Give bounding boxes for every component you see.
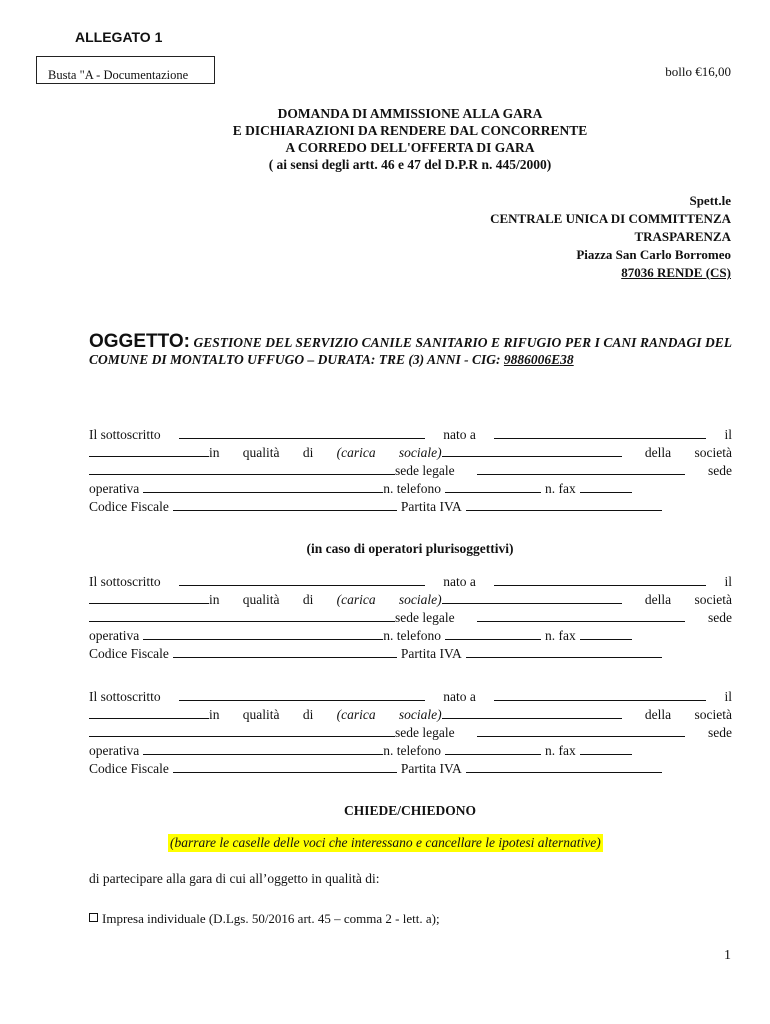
telefono-field[interactable] [445, 480, 541, 493]
oggetto-paragraph [89, 333, 732, 368]
title-line-3: A CORREDO DELL'OFFERTA DI GARA [285, 140, 535, 155]
name-field[interactable] [179, 688, 425, 701]
oggetto-cig: 9886006E38 [503, 352, 574, 367]
fax-field[interactable] [580, 480, 632, 493]
della-label: della [644, 707, 672, 722]
recipient-address [490, 192, 731, 282]
telefono-field[interactable] [445, 627, 541, 640]
checkbox-icon[interactable] [89, 913, 98, 922]
role-field[interactable] [442, 444, 622, 457]
option-impresa-individuale[interactable] [89, 911, 440, 927]
in-label: in [209, 592, 220, 607]
role-field[interactable] [442, 706, 622, 719]
telefono-label: n. telefono [383, 481, 441, 496]
title-line-1: DOMANDA DI AMMISSIONE ALLA GARA [277, 106, 543, 121]
della-label: della [644, 592, 672, 607]
partita-iva-field[interactable] [466, 498, 662, 511]
busta-label: Busta "A - Documentazione [48, 68, 189, 82]
qualita-label: qualità [242, 445, 280, 460]
name-field[interactable] [179, 573, 425, 586]
fax-field[interactable] [580, 742, 632, 755]
partecipare-text: di partecipare alla gara di cui all’oggetto in qualità di: [89, 871, 380, 886]
sottoscritto-label: Il sottoscritto [89, 574, 161, 589]
fax-label: n. fax [544, 743, 576, 758]
role-field[interactable] [442, 591, 622, 604]
qualita-label: qualità [242, 592, 280, 607]
birthplace-field[interactable] [494, 688, 706, 701]
in-label: in [209, 445, 220, 460]
option-impresa-label: Impresa individuale (D.Lgs. 50/2016 art. 45 – comma 2 - lett. a); [102, 911, 440, 926]
birthplace-field[interactable] [494, 426, 706, 439]
birthdate-field[interactable] [89, 591, 209, 604]
title-line-2: E DICHIARAZIONI DA RENDERE DAL CONCORRENTE [232, 123, 588, 138]
carica-label: (carica [336, 592, 376, 607]
document-title [0, 105, 770, 173]
recipient-line-1: Spett.le [689, 193, 731, 208]
societa-label: società [694, 592, 732, 607]
codice-fiscale-field[interactable] [173, 498, 397, 511]
partita-iva-field[interactable] [466, 645, 662, 658]
societa-label: società [694, 707, 732, 722]
company-field[interactable] [89, 462, 395, 475]
qualita-label: qualità [242, 707, 280, 722]
fax-label: n. fax [544, 481, 576, 496]
birthplace-field[interactable] [494, 573, 706, 586]
recipient-line-2: CENTRALE UNICA DI COMMITTENZA [490, 211, 731, 226]
nato-label: nato a [443, 427, 476, 442]
recipient-line-5: 87036 RENDE (CS) [621, 265, 731, 280]
title-line-4: ( ai sensi degli artt. 46 e 47 del D.P.R n. 445/2000) [268, 157, 552, 172]
name-field[interactable] [179, 426, 425, 439]
il-label: il [724, 427, 732, 442]
form-block-2 [89, 573, 732, 663]
plurisoggettivi-heading: (in caso di operatori plurisoggettivi) [306, 541, 514, 556]
sottoscritto-label: Il sottoscritto [89, 427, 161, 442]
codice-fiscale-label: Codice Fiscale [89, 499, 169, 514]
di-label: di [302, 445, 314, 460]
telefono-label: n. telefono [383, 743, 441, 758]
sede-operativa-field[interactable] [143, 627, 383, 640]
operativa-label: operativa [89, 743, 140, 758]
partita-iva-label: Partita IVA [400, 499, 462, 514]
sede-label: sede [708, 725, 732, 740]
sociale-label: sociale) [398, 592, 442, 607]
sede-label: sede [708, 463, 732, 478]
societa-label: società [694, 445, 732, 460]
sociale-label: sociale) [398, 445, 442, 460]
page-number: 1 [724, 948, 731, 963]
sede-label: sede [708, 610, 732, 625]
oggetto-label: OGGETTO: [89, 331, 190, 352]
sede-legale-field[interactable] [477, 724, 685, 737]
sede-operativa-field[interactable] [143, 480, 383, 493]
sede-legale-label: sede legale [395, 725, 455, 740]
chiede-heading: CHIEDE/CHIEDONO [343, 803, 477, 818]
carica-label: (carica [336, 707, 376, 722]
sede-legale-label: sede legale [395, 610, 455, 625]
operativa-label: operativa [89, 628, 140, 643]
codice-fiscale-field[interactable] [173, 645, 397, 658]
allegato-label: ALLEGATO 1 [75, 29, 163, 45]
nato-label: nato a [443, 689, 476, 704]
sociale-label: sociale) [398, 707, 442, 722]
carica-label: (carica [336, 445, 376, 460]
sede-legale-field[interactable] [477, 462, 685, 475]
codice-fiscale-field[interactable] [173, 760, 397, 773]
birthdate-field[interactable] [89, 444, 209, 457]
company-field[interactable] [89, 724, 395, 737]
di-label: di [302, 592, 314, 607]
instruction-highlight: (barrare le caselle delle voci che interessano e cancellare le ipotesi alternative) [170, 835, 601, 850]
fax-field[interactable] [580, 627, 632, 640]
sede-legale-field[interactable] [477, 609, 685, 622]
il-label: il [724, 689, 732, 704]
nato-label: nato a [443, 574, 476, 589]
fax-label: n. fax [544, 628, 576, 643]
il-label: il [724, 574, 732, 589]
in-label: in [209, 707, 220, 722]
form-block-3 [89, 688, 732, 778]
partita-iva-label: Partita IVA [400, 761, 462, 776]
telefono-field[interactable] [445, 742, 541, 755]
codice-fiscale-label: Codice Fiscale [89, 646, 169, 661]
form-block-1 [89, 426, 732, 516]
operativa-label: operativa [89, 481, 140, 496]
recipient-line-3: TRASPARENZA [634, 229, 731, 244]
partita-iva-label: Partita IVA [400, 646, 462, 661]
della-label: della [644, 445, 672, 460]
company-field[interactable] [89, 609, 395, 622]
sede-operativa-field[interactable] [143, 742, 383, 755]
oggetto-text: GESTIONE DEL SERVIZIO CANILE SANITARIO E RIFUGIO PER I CANI RANDAGI DEL COMUNE DI MONTALTO UFFUGO – DURATA: TRE (3) ANNI - CIG: [89, 335, 732, 367]
recipient-line-4: Piazza San Carlo Borromeo [576, 247, 731, 262]
telefono-label: n. telefono [383, 628, 441, 643]
partita-iva-field[interactable] [466, 760, 662, 773]
birthdate-field[interactable] [89, 706, 209, 719]
sottoscritto-label: Il sottoscritto [89, 689, 161, 704]
sede-legale-label: sede legale [395, 463, 455, 478]
di-label: di [302, 707, 314, 722]
codice-fiscale-label: Codice Fiscale [89, 761, 169, 776]
bollo-label: bollo €16,00 [665, 64, 731, 79]
